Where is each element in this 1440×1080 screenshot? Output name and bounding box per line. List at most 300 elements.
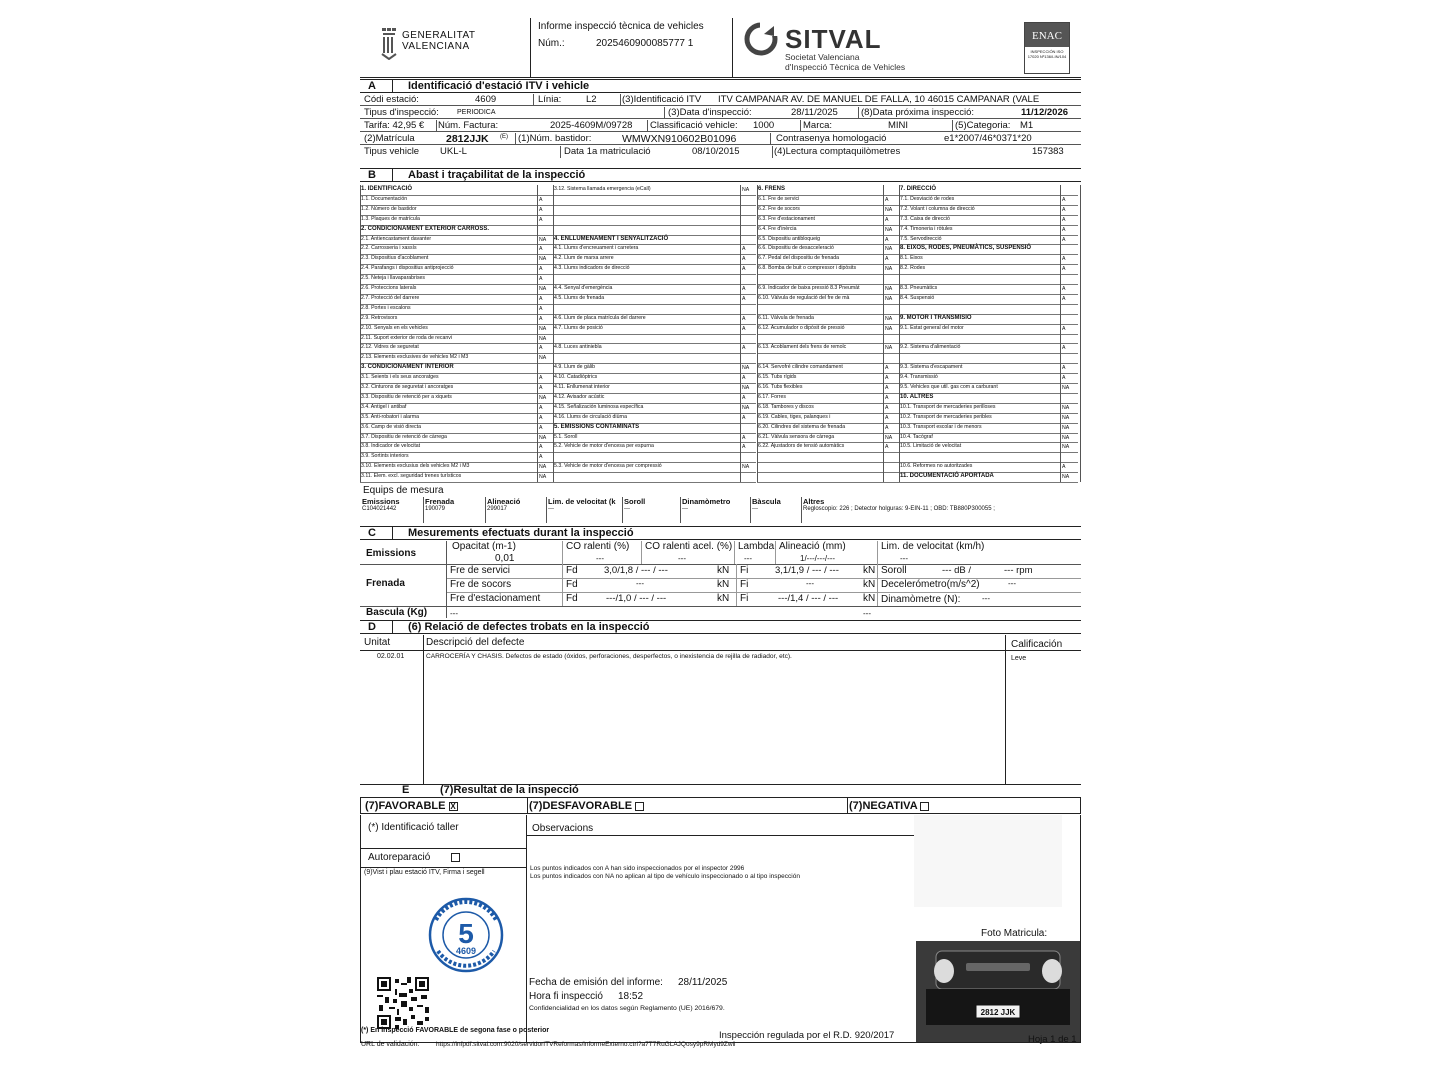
estac-fi-value: ---/1,4 / --- / --- — [778, 593, 839, 604]
report-title: Informe inspecció tècnica de vehicles — [538, 21, 704, 32]
socors-fd-value: --- — [636, 579, 644, 588]
redacted-area — [914, 815, 1062, 907]
checklist-result: NA — [1062, 474, 1070, 481]
tipus-veh-value: UKL-L — [440, 146, 467, 157]
linia-value: L2 — [586, 94, 597, 105]
equipment-header: Soroll — [624, 497, 646, 506]
negativa-label: (7)NEGATIVA — [849, 800, 918, 812]
checklist-result: A — [742, 414, 746, 421]
matricula-value: 2812JJK — [446, 133, 489, 145]
opacitat-value: 0,01 — [495, 553, 515, 564]
marca-label: Marca: — [803, 120, 833, 131]
checklist-result: A — [885, 385, 889, 391]
checklist-divider — [899, 274, 1078, 275]
checklist-divider — [553, 215, 756, 216]
checklist-result: NA — [539, 474, 547, 481]
checklist-item: 2. CONDICIONAMENT EXTERIOR CARROSS. — [361, 225, 490, 232]
favorable-label: (7)FAVORABLE — [365, 800, 446, 812]
checklist-divider — [757, 334, 899, 335]
data-mat-value: 08/10/2015 — [692, 146, 740, 157]
checklist-item: 3.6. Camp de visió directa — [361, 423, 421, 430]
factura-value: 2025-4609M/09728 — [550, 120, 633, 131]
checklist-result: NA — [742, 385, 750, 391]
codi-label: Códi estació: — [364, 94, 419, 105]
result-details — [360, 815, 1081, 1043]
checklist-divider — [757, 472, 899, 473]
checklist-item: 9.1. Estat general del motor — [900, 324, 964, 331]
equipment-column-rule — [485, 497, 486, 523]
checklist-item: 10.3. Transport escolar i de menors — [900, 423, 982, 430]
checklist-result: A — [742, 295, 746, 302]
foto-matricula-label: Foto Matricula: — [981, 928, 1048, 939]
org-name-line1: GENERALITAT — [402, 30, 476, 41]
checklist-result: NA — [885, 206, 893, 213]
validation-url[interactable]: https://infpdf.sitval.com:9020/servidorITVReformas/informeExterno.ctrl?a7T7RuGLAJQosy9pRMyd9Zwii — [436, 1041, 736, 1048]
bastidor-label: (1)Núm. bastidor: — [518, 133, 592, 144]
checklist-item: 2.10. Senyals en els vehicles — [361, 324, 428, 331]
checklist-result: A — [1062, 464, 1066, 471]
checklist-divider — [757, 274, 899, 275]
itv-stamp-icon — [426, 895, 506, 975]
data-inspeccio-label: (3)Data d'inspecció: — [668, 107, 752, 118]
checklist-item: 6.18. Tambores y discos — [758, 403, 814, 410]
checklist-result: A — [885, 444, 889, 451]
checklist-right-edge — [1080, 185, 1081, 482]
equipment-header: Dinamòmetro — [682, 497, 731, 506]
checklist-item: 10. ALTRES — [900, 393, 934, 400]
checklist-item: 4.8. Luces antiniebla — [554, 344, 602, 351]
checklist-divider — [899, 452, 1078, 453]
checklist-item: 6.11. Vàlvula de frenada — [758, 314, 814, 321]
checklist-result: NA — [1062, 444, 1070, 451]
checklist-column-rule — [883, 185, 884, 482]
checklist-item: 6.16. Tubs flexibles — [758, 384, 803, 390]
checklist-item: 8. EIXOS, RODES, PNEUMÀTICS, SUSPENSIÓ — [900, 245, 1032, 252]
checklist-item: 4.10. Catadiòptrics — [554, 374, 598, 381]
checklist-item: 11. DOCUMENTACIÓ APORTADA — [900, 473, 994, 480]
checklist-result: A — [539, 295, 543, 302]
checklist-divider — [899, 334, 1078, 335]
servici-fi-label: Fi — [740, 565, 749, 576]
checklist-item: 2.11. Suport exterior de roda de recanvi — [361, 334, 453, 341]
estac-fd-unit: kN — [717, 593, 730, 604]
co-ralenti-label: CO ralenti (%) — [566, 541, 630, 552]
checklist-result: A — [885, 236, 889, 243]
checklist-result: A — [742, 434, 746, 441]
hora-value: 18:52 — [618, 991, 644, 1002]
checklist-item: 2.4. Parafangs i dispositius antiprojecció — [361, 265, 454, 272]
checklist-divider — [757, 353, 899, 354]
hora-label: Hora fi inspecció — [529, 991, 603, 1002]
company-subtitle — [785, 53, 905, 72]
frenada-label: Frenada — [366, 578, 405, 589]
enac-label: ENAC — [1025, 23, 1069, 47]
estac-fi-label: Fi — [740, 593, 749, 604]
checklist-item: 1. IDENTIFICACIÓ — [361, 186, 413, 192]
checklist-item: 10.5. Limitació de velocitat — [900, 443, 962, 450]
checklist-item: 9.3. Sistema d'escapament — [900, 364, 963, 371]
section-d-header — [360, 620, 1081, 634]
obs-line-2: Los puntos indicados con NA no aplican al tipo de vehículo inspeccionado o al tipo inspección — [530, 873, 800, 880]
checklist-result: A — [539, 276, 543, 283]
checklist-item: 4.6. Llum de placa matrícula del darrere — [554, 314, 646, 321]
checklist-item: 6.14. Servofré cilindre comandament — [758, 364, 843, 371]
checklist-result: A — [885, 256, 889, 263]
measurements-block — [360, 541, 1081, 625]
checklist-item: 4.12. Avisador acústic — [554, 393, 605, 400]
checklist-result: A — [885, 424, 889, 431]
checklist-item: 9.5. Vehicles que util. gas com a carburant — [900, 384, 998, 390]
bascula-value: --- — [450, 609, 458, 618]
codi-value: 4609 — [475, 94, 497, 105]
checklist-item: 4.15. Señalización luminosa específica — [554, 403, 644, 410]
checklist-divider — [899, 254, 1078, 255]
alineacio-value: 1/---/---/--- — [800, 554, 836, 563]
checklist-item: 4. ENLLUMENAMENT I SENYALITZACIÓ — [554, 235, 669, 242]
checklist-result: A — [742, 266, 746, 273]
checklist-item: 7.3. Caixa de direcció — [900, 215, 950, 222]
desfavorable-checkbox[interactable] — [635, 802, 644, 811]
socors-label: Fre de socors — [450, 579, 512, 590]
decel-label: Decelerómetro(m/s^2) — [881, 579, 980, 590]
checklist-item: 5. EMISSIONS CONTAMINATS — [554, 423, 640, 430]
equipment-column-rule — [622, 497, 623, 523]
co-ralenti-value: --- — [596, 554, 604, 563]
checklist-item: 6. FRENS — [758, 186, 786, 192]
desfavorable-label: (7)DESFAVORABLE — [529, 800, 633, 812]
section-e-title: (7)Resultat de la inspecció — [440, 784, 579, 796]
checklist-result: NA — [1062, 424, 1070, 431]
equipment-value: --- — [548, 506, 554, 512]
checklist-item: 8.2. Rodes — [900, 265, 926, 272]
checklist-result: NA — [742, 187, 750, 193]
checklist-divider — [553, 304, 756, 305]
checklist-result: A — [1062, 206, 1066, 213]
checklist-item: 3.3. Dispositiu de retenció per a xiquets — [361, 393, 452, 400]
dinam-label: Dinamòmetre (N): — [881, 594, 961, 605]
checklist-result: A — [539, 196, 543, 203]
soroll-label: Soroll — [881, 565, 907, 576]
calificacion-header: Calificación — [1011, 639, 1063, 650]
checklist-item: 1.1. Documentación — [361, 195, 408, 202]
checklist-item: 4.9. Llum de gàlib — [554, 364, 595, 371]
generalitat-logo — [380, 26, 476, 65]
section-a-title: Identificació d'estació ITV i vehicle — [408, 80, 590, 92]
checklist-item: 5.3. Vehicle de motor d'encesa per compressió — [554, 463, 662, 470]
checklist-result: NA — [539, 335, 547, 342]
checklist-item: 9.4. Transmissió — [900, 374, 938, 381]
plate-text: 2812 JJK — [980, 1008, 1016, 1017]
homolog-label: Contrasenya homologació — [776, 133, 887, 144]
checklist-result: NA — [1062, 414, 1070, 421]
checklist-result: A — [742, 256, 746, 263]
row-matricula — [360, 133, 1081, 145]
checklist-item: 2.3. Dispositius d'acoblament — [361, 255, 429, 262]
stamp-code: 4609 — [455, 946, 477, 956]
checklist-result: A — [1062, 236, 1066, 243]
ident-value: ITV CAMPANAR AV. DE MANUEL DE FALLA, 10 46015 CAMPANAR (VALE — [718, 94, 1040, 105]
checklist-divider — [553, 353, 756, 354]
negativa-checkbox[interactable] — [920, 802, 929, 811]
defects-table — [360, 635, 1081, 785]
checklist-result: NA — [885, 295, 893, 302]
checklist-item: 6.22. Ajustadors de tensió automàtics — [758, 443, 845, 450]
checklist-item: 7.5. Servodirecció — [900, 235, 942, 242]
equipment-header: Emissions — [362, 497, 400, 506]
checklist-divider — [899, 304, 1078, 305]
factura-label: Núm. Factura: — [438, 120, 499, 131]
servici-fi-value: 3,1/1,9 / --- / --- — [775, 565, 839, 576]
checklist-result: NA — [885, 286, 893, 292]
equipment-header: Altres — [803, 497, 825, 506]
checklist-item: 3.5. Anti-robatori i alarma — [361, 413, 419, 420]
checklist-result: A — [539, 404, 543, 411]
checklist-divider — [553, 452, 756, 453]
checklist-column-rule — [1060, 185, 1061, 482]
checklist-result: A — [885, 375, 889, 382]
taller-label: (*) Identificació taller — [368, 822, 459, 833]
tipus-value: PERIODICA — [457, 109, 496, 116]
checklist-divider — [553, 334, 756, 335]
checklist-result: A — [1062, 365, 1066, 372]
equipment-value: --- — [682, 506, 688, 512]
checklist-result: A — [539, 414, 543, 421]
defect-code: 02.02.01 — [377, 653, 405, 660]
checklist-result: A — [1062, 286, 1066, 292]
checklist-item: 6.19. Cables, tiges, palanques i — [758, 413, 831, 420]
checklist-item: 4.7. Llums de posició — [554, 324, 603, 331]
emissions-label: Emissions — [366, 548, 417, 559]
checklist-result: NA — [539, 434, 547, 441]
checklist-column-rule — [553, 185, 554, 482]
section-e-header — [360, 784, 1081, 797]
equipment-column-rule — [750, 497, 751, 523]
bascula-label: Bascula (Kg) — [366, 607, 428, 618]
descripcio-header: Descripció del defecte — [426, 637, 525, 648]
data-inspeccio: 28/11/2025 — [791, 107, 838, 118]
result-favorable — [365, 800, 458, 812]
classif-label: Classificació vehicle: — [650, 120, 738, 131]
checklist-result: NA — [885, 266, 893, 273]
marca-value: MINI — [888, 120, 909, 131]
checklist-item: 6.7. Pedal del dispositiu de frenada — [758, 255, 840, 262]
footer-note: (*) En inspecció FAVORABLE de segona fase o posterior — [361, 1027, 550, 1034]
checklist-item: 2.2. Carrosseria i xassís — [361, 245, 417, 252]
checklist-divider — [553, 225, 756, 226]
checklist-result: A — [885, 404, 889, 411]
org-name-line2: VALENCIANA — [402, 41, 470, 52]
data-mat-label: Data 1a matriculació — [564, 146, 651, 157]
checklist-item: 3.12. Sistema llamada emergencia (eCall) — [554, 186, 651, 192]
socors-fd-unit: kN — [717, 579, 730, 590]
section-c-letter: C — [368, 527, 376, 539]
checklist-result: NA — [1062, 385, 1070, 391]
checklist-divider — [553, 472, 756, 473]
checklist-item: 8.4. Suspensió — [900, 294, 935, 301]
co-acel-label: CO ralenti acel. (%) — [645, 541, 733, 552]
checklist-item: 2.1. Antiencastament davanter — [361, 235, 432, 242]
checklist-item: 3.9. Sortints interiors — [361, 453, 409, 460]
checklist-divider — [757, 452, 899, 453]
checklist-result: NA — [539, 286, 547, 292]
checklist-item: 1.2. Número de bastidor — [361, 205, 417, 212]
checklist-result: NA — [885, 246, 893, 253]
section-b-header — [360, 168, 1081, 182]
checklist-divider — [899, 264, 1078, 265]
checklist-item: 2.5. Neteja i llavaparabrises — [361, 275, 426, 282]
checklist-result: A — [539, 454, 543, 461]
checklist-item: 2.12. Vidres de seguretat — [361, 344, 419, 351]
checklist-result: NA — [885, 315, 893, 322]
checklist-result: A — [742, 315, 746, 322]
checklist-item: 7.1. Desviació de rodes — [900, 195, 955, 202]
checklist-item: 3.1. Seients i els seus ancoratges — [361, 374, 439, 381]
checklist-result: A — [539, 206, 543, 213]
checklist-item: 6.15. Tubs rígids — [758, 374, 797, 381]
tipus-label: Tipus d'inspecció: — [364, 107, 439, 118]
defect-calification: Leve — [1011, 655, 1027, 662]
checklist-item: 2.7. Protecció del darrere — [361, 294, 420, 301]
checklist-item: 10.6. Reformes no autoritzades — [900, 463, 973, 470]
confidencialidad: Confidencialidad en los datos según Reglamento (UE) 2016/679. — [529, 1005, 725, 1012]
equipment-column-rule — [423, 497, 424, 523]
checklist-result: A — [885, 394, 889, 401]
checklist-item: 2.6. Proteccions laterals — [361, 285, 417, 291]
autoreparacio-label: Autoreparació — [368, 852, 431, 863]
report-number-label: Núm.: — [538, 38, 565, 49]
checklist-column-rule — [537, 185, 538, 482]
checklist-item: 2.13. Elements exclusives de vehicles M2 i M3 — [361, 354, 469, 361]
checklist-result: A — [539, 385, 543, 391]
checklist-result: A — [885, 216, 889, 223]
row-tipus-vehicle — [360, 146, 1081, 158]
favorable-checkbox[interactable]: X — [450, 801, 456, 811]
checklist-result: A — [1062, 266, 1066, 273]
servici-fd-unit: kN — [717, 565, 730, 576]
emision-label: Fecha de emisión del informe: — [529, 977, 663, 988]
checklist-result: A — [1062, 196, 1066, 203]
proxima-value: 11/12/2026 — [1021, 107, 1069, 118]
generalitat-emblem-icon — [380, 26, 398, 60]
checklist-column-rule — [740, 185, 741, 482]
checklist-item: 8.1. Eixos — [900, 255, 923, 262]
bastidor-value: WMWXN910602B01096 — [622, 133, 737, 145]
checklist-result: NA — [1062, 434, 1070, 441]
checklist-result: A — [742, 444, 746, 451]
autoreparacio-checkbox[interactable] — [451, 853, 460, 862]
checklist-item: 4.2. Llum de marxa arrere — [554, 255, 614, 262]
checklist-divider — [553, 195, 756, 196]
checklist-result: A — [539, 266, 543, 273]
categoria-value: M1 — [1020, 120, 1034, 131]
equipment-value: C104021442 — [362, 506, 397, 512]
checklist-item: 6.12. Acumulador o dipòsit de pressió — [758, 324, 845, 331]
estac-fd-label: Fd — [566, 593, 578, 604]
checklist-divider — [553, 205, 756, 206]
checklist-item: 3.4. Antigel i antibaf — [361, 403, 407, 410]
checklist-result: A — [1062, 345, 1066, 352]
checklist-result: A — [742, 286, 746, 292]
checklist-item: 5.2. Vehicle de motor d'encesa per espurna — [554, 443, 654, 450]
checklist-result: NA — [539, 355, 547, 362]
checklist-item: 6.9. Indicador de baixa pressió 8.3 Pneumàt — [758, 285, 860, 291]
checklist-item: 4.11. Enllumenat interior — [554, 384, 610, 390]
lim-value: --- — [900, 554, 908, 563]
section-c-header — [360, 526, 1081, 540]
checklist-item: 6.1. Fre de servici — [758, 195, 800, 202]
checklist-result: NA — [742, 365, 750, 372]
lambda-value: --- — [744, 554, 752, 563]
section-b-letter: B — [368, 169, 376, 181]
tipus-veh-label: Tipus vehicle — [364, 146, 420, 157]
checklist-item: 8.3. Pneumàtics — [900, 285, 938, 291]
checklist-divider — [757, 462, 899, 463]
vist-label: (9)Vist i plau estació ITV, Firma i segell — [364, 869, 485, 876]
checklist-result: NA — [539, 325, 547, 332]
checklist-divider — [553, 433, 756, 434]
sitval-logo-icon — [744, 22, 778, 61]
checklist-item: 6.5. Dispositiu antibloqueig — [758, 235, 821, 242]
checklist-result: A — [539, 375, 543, 382]
result-row — [360, 797, 1081, 814]
checklist-result: NA — [539, 464, 547, 471]
company-name: SITVAL — [785, 24, 882, 54]
servici-fd-value: 3,0/1,8 / --- / --- — [604, 565, 668, 576]
checklist-result: A — [885, 365, 889, 372]
obs-line-1: Los puntos indicados con A han sido inspeccionados por el inspector 2996 — [530, 865, 745, 872]
equipment-column-rule — [546, 497, 547, 523]
lambda-label: Lambda — [738, 541, 775, 552]
checklist-item: 10.1. Transport de mercaderies perilloses — [900, 403, 996, 410]
checklist-result: NA — [885, 345, 893, 352]
equips-label: Equips de mesura — [363, 485, 444, 496]
homolog-value: e1*2007/46*0371*20 — [944, 133, 1032, 144]
checklist-item: 6.8. Bomba de buit o compressor i dipòsits — [758, 265, 857, 272]
estac-fi-unit: kN — [863, 593, 876, 604]
checklist-result: NA — [742, 404, 750, 411]
equipment-value: --- — [624, 506, 630, 512]
checklist-divider — [360, 482, 553, 483]
checklist-column-rule — [757, 185, 758, 482]
checklist-result: A — [885, 196, 889, 203]
checklist-item: 4.1. Llums d'encreuament i carretera — [554, 245, 639, 252]
section-e-letter: E — [402, 784, 410, 796]
equipment-header: Alineació — [487, 497, 521, 506]
observacions-label: Observacions — [532, 823, 594, 834]
tarifa: Tarifa: 42,95 € — [364, 120, 425, 131]
socors-fi-label: Fi — [740, 579, 749, 590]
checklist-result: A — [742, 394, 746, 401]
checklist-divider — [899, 353, 1078, 354]
checklist-item: 3.8. Indicador de velocitat — [361, 443, 421, 450]
checklist-item: 2.9. Retrovisors — [361, 314, 398, 321]
checklist-result: A — [885, 414, 889, 421]
checklist-item: 4.16. Llums de circulació diürna — [554, 413, 627, 420]
checklist-result: A — [1062, 375, 1066, 382]
enac-badge — [1024, 22, 1070, 74]
checklist-item: 3.2. Cinturons de seguretat i ancoratges — [361, 384, 454, 390]
checklist-column-rule — [899, 185, 900, 482]
checklist-result: NA — [1062, 404, 1070, 411]
ident-label: (3)Identificació ITV — [622, 94, 702, 105]
checklist-item: 2.8. Portes i escalons — [361, 304, 411, 311]
checklist-result: A — [742, 375, 746, 382]
soroll-value: --- dB / — [942, 565, 972, 576]
matricula-sup: (E) — [500, 134, 508, 140]
checklist-item: 6.21. Vàlvula sensora de càrrega — [758, 433, 835, 440]
checklist-result: A — [539, 315, 543, 322]
inspection-report-page — [360, 18, 1081, 1058]
